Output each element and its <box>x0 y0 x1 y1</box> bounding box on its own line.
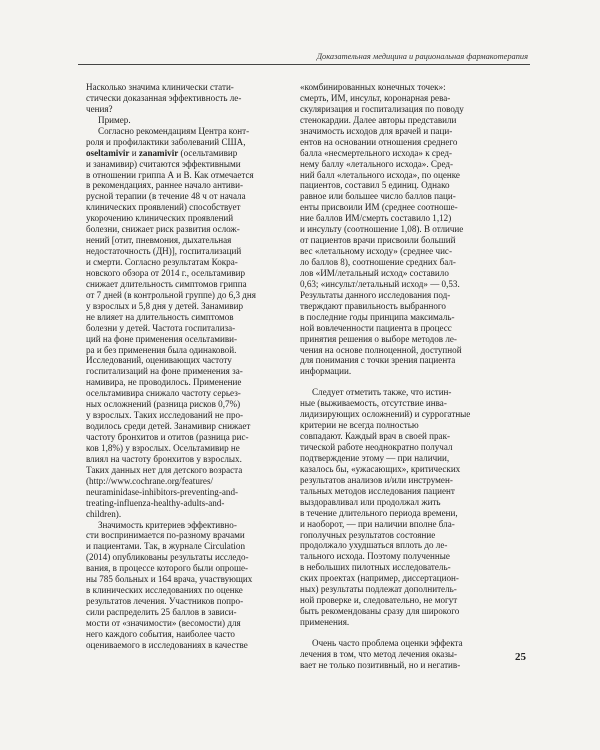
text-line: у взрослых. Таких исследований не про- <box>86 410 244 421</box>
text-line: лечения в том, что метод лечения оказы- <box>300 648 458 659</box>
text-line: в отношении гриппа А и В. Как отмечается <box>86 169 254 180</box>
text-line: новского обзора от 2014 г., осельтамивир <box>86 267 246 278</box>
text-line: болезни, снижает риск развития ослож- <box>86 224 240 235</box>
text-line: недостаточность (ДН)], госпитализаций <box>86 246 242 257</box>
text-line: укорочению клинических проявлений <box>86 213 234 224</box>
text-line: мости от «значимости» (весомости) для <box>86 617 241 628</box>
text-line: (2014) опубликованы результаты исследо- <box>86 552 249 563</box>
text-line: ной проверке и, следовательно, не могут <box>300 595 458 606</box>
text-line: результатов анализов и/или инструмен- <box>300 474 453 485</box>
text-line: ные (выживаемость, отсутствие инва- <box>300 398 447 409</box>
text-line: снижает длительность симптомов гриппа <box>86 278 247 289</box>
text-line: «комбинированных конечных точек»: <box>300 82 446 92</box>
text-line: ло баллов 8), соотношение средних бал- <box>300 257 456 267</box>
text-line: от пациентов врачи присвоили больший <box>300 235 456 246</box>
text-line: выздоравливал или продолжал жить <box>300 496 441 507</box>
text-line: нему баллу «летального исхода». Сред- <box>300 158 454 169</box>
text-line: Насколько значима клинически стати- <box>86 82 234 92</box>
text-line: осельтамивира снижало частоту серьез- <box>86 388 241 399</box>
text-line: oseltamivir и zanamivir (осельтамивир <box>86 147 238 158</box>
page-number: 25 <box>515 651 526 663</box>
text-line: тальных методов исследования пациент <box>300 485 455 496</box>
text-line: neuraminidase-inhibitors-preventing-and- <box>86 486 239 497</box>
text-line: Значимость критериев эффективно- <box>98 519 237 530</box>
text-line: намивира, не проводилось. Применение <box>86 377 242 388</box>
text-line: вес «летальному исходу» (среднее чис- <box>300 246 452 257</box>
text-line: Пример. <box>98 114 131 125</box>
text-line: ских проектах (например, диссертацион- <box>300 573 459 584</box>
text-line: ных осложнений (разница рисков 0,7%) <box>86 399 241 410</box>
text-line: частоту бронхитов и отитов (разница рис- <box>86 432 249 442</box>
text-line: равное или большее число баллов паци- <box>300 191 456 202</box>
text-line: 0,63; «инсульт/летальный исход» — 0,53. <box>300 278 460 289</box>
text-line: в небольших пилотных исследователь- <box>300 562 451 573</box>
text-line: вает не только позитивный, но и негатив- <box>300 659 461 670</box>
text-line: водилось среди детей. Занамивир снижает <box>86 421 251 432</box>
text-line: ра и без применения была одинаковой. <box>86 344 237 355</box>
text-line: сти воспринимается по-разному врачами <box>86 530 245 541</box>
text-line: ных) результаты подлежат дополнитель- <box>300 584 457 595</box>
text-line: скуляризация и госпитализация по поводу <box>300 103 464 114</box>
text-line: Исследований, оценивающих частоту <box>86 355 232 366</box>
text-line: роля и профилактики заболеваний США, <box>86 136 246 147</box>
text-line: ны 785 больных и 164 врача, участвующих <box>86 574 253 585</box>
text-line: Очень часто проблема оценки эффекта <box>312 637 463 648</box>
text-line: Согласно рекомендациям Центра конт- <box>98 125 250 136</box>
text-line: ций на фоне применения осельтамиви- <box>86 333 238 344</box>
text-line: болезни у детей. Частота госпитализа- <box>86 322 236 333</box>
text-line: критерии не всегда полностью <box>300 420 419 431</box>
text-line: русной терапии (в течение 48 ч от начала <box>86 191 246 202</box>
text-line: ние баллов ИМ/смерть составило 1,12) <box>300 213 452 224</box>
text-line: значимость исходов для врачей и паци- <box>300 125 453 136</box>
text-line: смерть, ИМ, инсульт, коронарная рева- <box>300 92 451 103</box>
text-line: и занамивир) считаются эффективными <box>86 158 241 169</box>
text-line: оцениваемого в исследованиях в качестве <box>86 639 248 650</box>
text-line: гополучных результатов состояние <box>300 529 436 540</box>
text-line: ентов на основании отношения среднего <box>300 136 458 147</box>
text-line: не влияет на длительность симптомов <box>86 311 234 322</box>
text-line: и смерти. Согласно результатам Кокра- <box>86 257 238 267</box>
text-line: (http://www.cochrane.org/features/ <box>86 475 214 486</box>
text-line: в последние годы принципа максималь- <box>300 311 455 322</box>
text-line: в клинических исследованиях по оценке <box>86 585 243 596</box>
text-line: и наоборот, — при наличии вполне бла- <box>300 518 455 529</box>
text-line: стенокардии. Далее авторы представили <box>300 114 457 125</box>
text-line: в течение длительного периода времени, <box>300 507 458 518</box>
text-line: ний балл «летального исхода», по оценке <box>300 169 460 180</box>
text-line: лидизирующих осложнений) и суррогатные <box>300 409 471 420</box>
text-line: и пациентами. Так, в журнале Circulation <box>86 541 245 552</box>
text-line: чения? <box>86 103 113 114</box>
text-line: информации. <box>300 366 352 377</box>
text-line: применения. <box>300 617 350 627</box>
text-line: ков 1,8%) у взрослых. Осельтамивир не <box>86 442 240 453</box>
text-line: лов «ИМ/летальный исход» составило <box>300 267 449 278</box>
running-head: Доказательная медицина и рациональная фармакотерапия <box>316 52 528 61</box>
text-line: быть рекомендованы сразу для широкого <box>300 606 460 617</box>
text-line: в рекомендациях, раннее начало антиви- <box>86 180 243 191</box>
text-line: казалось бы, «ужасающих», критических <box>300 463 461 474</box>
text-line: Результаты данного исследования под- <box>300 289 451 300</box>
text-line: клинических проявлений) способствует <box>86 202 241 213</box>
text-line: чения на основе полноценной, доступной <box>300 344 462 355</box>
text-line: treating-influenza-healthy-adults-and- <box>86 497 225 508</box>
text-line: тической работе неоднократно получал <box>300 442 453 452</box>
right-column <box>300 82 510 671</box>
text-line: продолжало ухудшаться вплоть до ле- <box>300 540 448 551</box>
text-line: принятия решения о выборе методов ле- <box>300 333 457 344</box>
text-line: нений [отит, пневмония, дыхательная <box>86 235 232 246</box>
text-line: children). <box>86 508 122 519</box>
text-line: госпитализаций на фоне применения за- <box>86 366 243 377</box>
text-line: влиял на частоту бронхитов у взрослых. <box>86 453 242 464</box>
text-line: Следует отметить также, что истин- <box>312 387 452 398</box>
text-line: от 7 дней (в контрольной группе) до 6,3 дня <box>86 289 256 300</box>
text-line: сили распределить 25 баллов в зависи- <box>86 607 237 617</box>
text-line: вания, в процессе которого были опроше- <box>86 563 249 574</box>
text-line: результатов лечения. Участников попро- <box>86 596 244 607</box>
header-rule <box>78 64 530 65</box>
text-line: Таких данных нет для детского возраста <box>86 464 243 475</box>
text-line: подтверждение этому — при наличии, <box>300 452 450 463</box>
text-line: тального исхода. Поэтому полученные <box>300 551 450 562</box>
text-line: стически доказанная эффективность ле- <box>86 92 242 103</box>
text-line: совпадают. Каждый врач в своей прак- <box>300 431 451 442</box>
text-line: балла «несмертельного исхода» к сред- <box>300 147 453 158</box>
text-line: енты присвоили ИМ (среднее соотноше- <box>300 202 458 213</box>
text-line: и инсульту (соотношение 1,08). В отличие <box>300 224 464 235</box>
text-line: пациентов, составил 5 единиц. Однако <box>300 180 450 191</box>
text-line: него каждого события, наиболее часто <box>86 628 235 639</box>
text-line: ной вовлеченности пациента в процесс <box>300 322 452 333</box>
text-line: тверждают правильность выбранного <box>300 300 446 311</box>
left-column <box>86 82 296 651</box>
text-line: у взрослых и 5,8 дня у детей. Занамивир <box>86 300 243 311</box>
text-line: для понимания с точки зрения пациента <box>300 355 456 366</box>
